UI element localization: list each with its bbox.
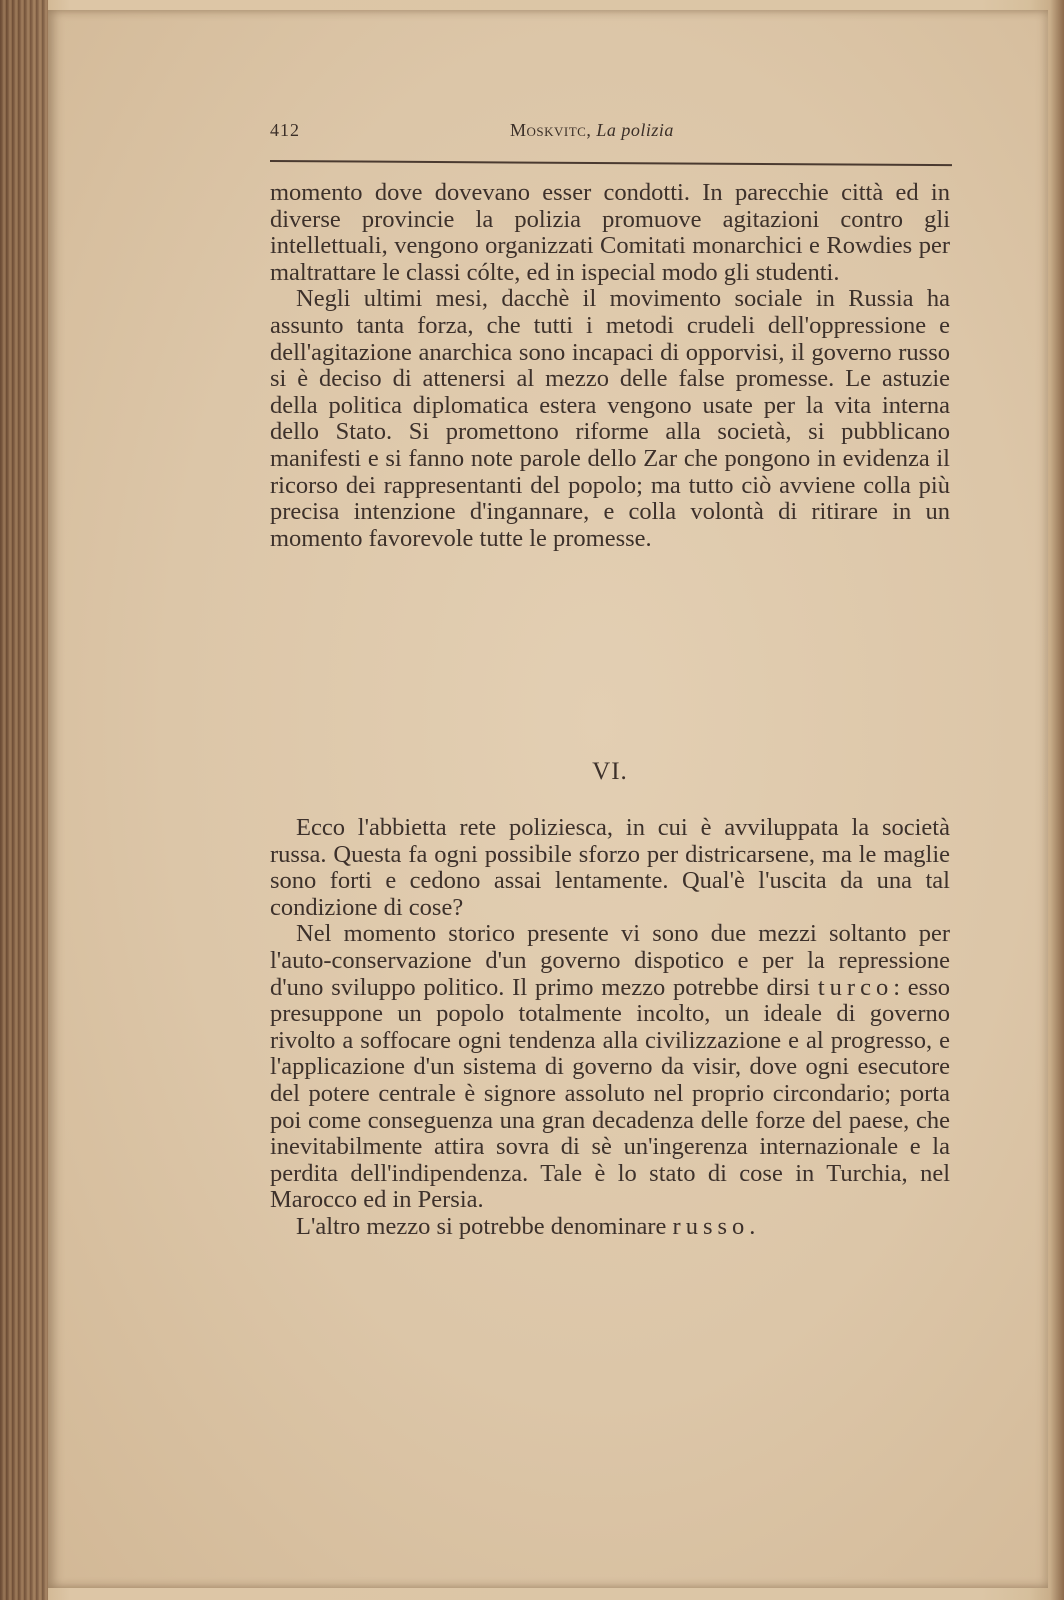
emphasized-word: turco [817,973,894,1001]
page-edges [0,0,48,1600]
paragraph: Negli ultimi mesi, dacchè il movimento sociale in Russia ha assunto tanta forza, che tutti i metodi crudeli dell'oppressione e dell'agitazione anarchica sono incapaci di opporvisi, il governo russo si è deciso di attenersi al mezzo delle false promesse. Le astuzie della politica diplomatica estera vengono usate per la vita interna dello Stato. Si promettono riforme alla società, si pubblicano manifesti e si fanno note parole dello Zar che pongono in evidenza il ricorso dei rappresentanti del popolo; ma tutto ciò avviene colla più precisa intenzione d'ingannare, e colla volontà di ritirare in un momento favorevole tutte le promesse. [270,285,950,552]
paragraph [270,1214,950,1241]
paragraph-text: L'altro mezzo si potrebbe denominare [296,1212,667,1240]
paragraph-text: : esso presuppone un popolo totalmente incolto, un ideale di governo rivolto a soffocare ogni tendenza alla civilizzazione e al progresso, e l'applicazione d'un sistema di governo da visir, dove ogni esecutore del potere centrale è signore assoluto nel proprio circondario; porta poi come conseguenza una gran decadenza delle forze del paese, che inevitabilmente attira sovra di sè un'ingerenza internazionale e la perdita dell'indipendenza. Tale è lo stato di cose in Turchia, nel Marocco ed in Persia. [270,973,950,1214]
paragraph [270,921,950,1214]
section-2-text [270,815,950,1241]
author-name: Moskvitc [510,120,587,140]
paragraph: momento dove dovevano esser condotti. In parecchie città ed in diverse provincie la polizia promuove agitazioni contro gli intellettuali, vengono organizzati Comitati monarchici e Rowdies per maltrattare le classi cólte, ed in ispecial modo gli studenti. [270,179,950,286]
running-title: Moskvitc, La polizia [510,120,674,140]
paragraph-text: Nel momento storico presente vi sono due mezzi soltanto per l'auto-conservazione d'un governo dispotico e per la repressione d'uno sviluppo politico. Il primo mezzo potrebbe dirsi [270,920,950,1001]
work-title: La polizia [596,120,674,140]
section-1-text [270,180,950,552]
emphasized-word: russo. [672,1212,761,1240]
paragraph: Ecco l'abbietta rete poliziesca, in cui è avviluppata la società russa. Questa fa ogni possibile sforzo per districarsene, ma le maglie sono forti e cedono assai lentamente. Qual'è l'uscita da una tal condizione di cose? [270,814,950,921]
running-header [270,120,950,150]
section-heading: VI. [592,758,628,785]
page-number: 412 [270,120,300,140]
